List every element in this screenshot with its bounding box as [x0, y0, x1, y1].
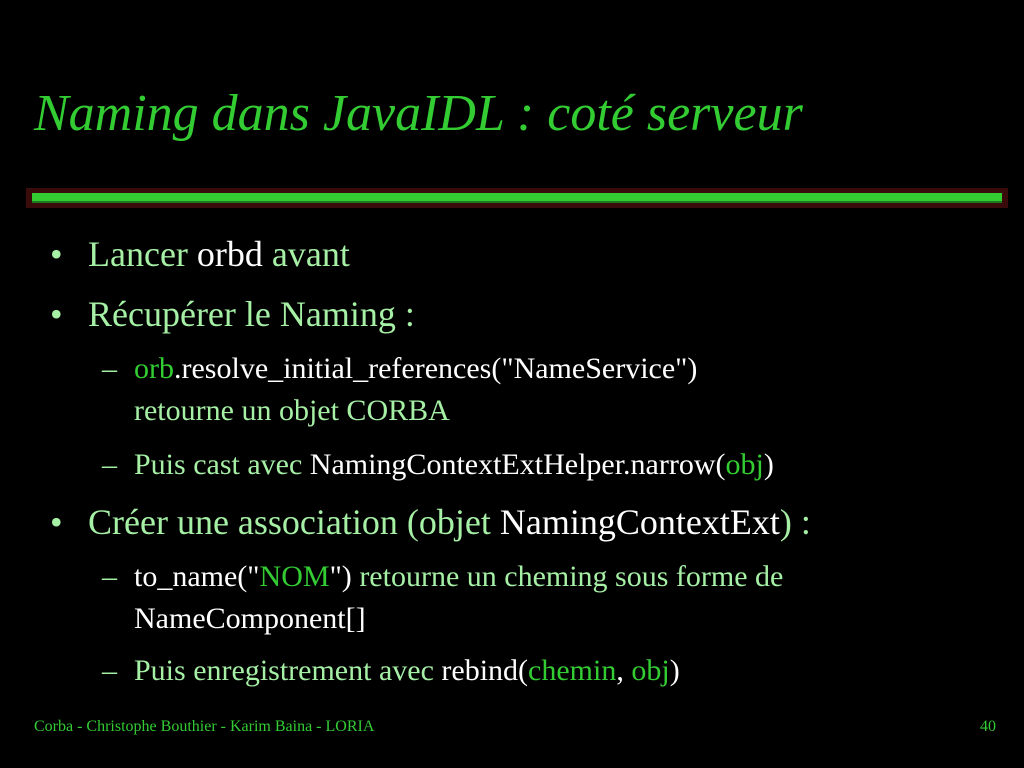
bullet-3-code: NamingContextExt	[499, 502, 780, 542]
sub-2-marker: –	[102, 448, 117, 481]
bullet-3-marker: •	[50, 502, 63, 542]
sub-3-line-1	[134, 562, 783, 592]
sub-3-text: retourne un cheming sous forme de	[351, 560, 784, 593]
sub-3-marker: –	[102, 560, 117, 593]
sub-2-obj: obj	[725, 448, 764, 481]
bullet-3-text-a: Créer une association (objet	[88, 502, 500, 542]
sub-1-orb: orb	[134, 352, 174, 385]
bullet-2	[88, 296, 415, 332]
bullet-1-text-a: Lancer	[88, 234, 197, 274]
footer-credits: Corba - Christophe Bouthier - Karim Baina - LORIA	[34, 718, 375, 735]
sub-4-chemin: chemin	[528, 654, 617, 687]
sub-1-line-2: retourne un objet CORBA	[134, 394, 450, 427]
sub-4-comma: ,	[616, 654, 632, 687]
sub-3-code-b: ")	[329, 560, 352, 593]
bullet-1-code: orbd	[196, 234, 263, 274]
sub-1-marker: –	[102, 352, 117, 385]
bullet-1	[88, 236, 350, 272]
slide-title: Naming dans JavaIDL : coté serveur	[34, 85, 803, 142]
sub-3-nom: NOM	[259, 560, 330, 593]
sub-4-text: Puis enregistrement avec	[134, 654, 442, 687]
sub-2-code: NamingContextExtHelper.narrow(	[309, 448, 726, 481]
bullet-1-text-b: avant	[262, 234, 350, 274]
title-divider-bar	[32, 193, 1002, 201]
bullet-3-text-b: ) :	[779, 502, 811, 542]
sub-4-paren: )	[669, 654, 680, 687]
sub-3-line-2: NameComponent[]	[134, 602, 366, 635]
sub-2-paren: )	[763, 448, 774, 481]
sub-2-text: Puis cast avec	[134, 448, 310, 481]
sub-2	[134, 450, 774, 480]
sub-4-marker: –	[102, 654, 117, 687]
bullet-3	[88, 504, 811, 540]
bullet-2-marker: •	[50, 294, 63, 334]
sub-4-code: rebind(	[441, 654, 529, 687]
bullet-1-marker: •	[50, 234, 63, 274]
sub-4	[134, 656, 680, 686]
bullet-2-text: Récupérer le Naming :	[88, 294, 415, 334]
title-divider	[26, 188, 1008, 208]
page-number: 40	[980, 718, 996, 735]
sub-1-code: .resolve_initial_references("NameService")	[174, 352, 698, 385]
sub-1-line-1	[134, 354, 697, 384]
sub-4-obj: obj	[631, 654, 670, 687]
sub-3-code-a: to_name("	[134, 560, 260, 593]
